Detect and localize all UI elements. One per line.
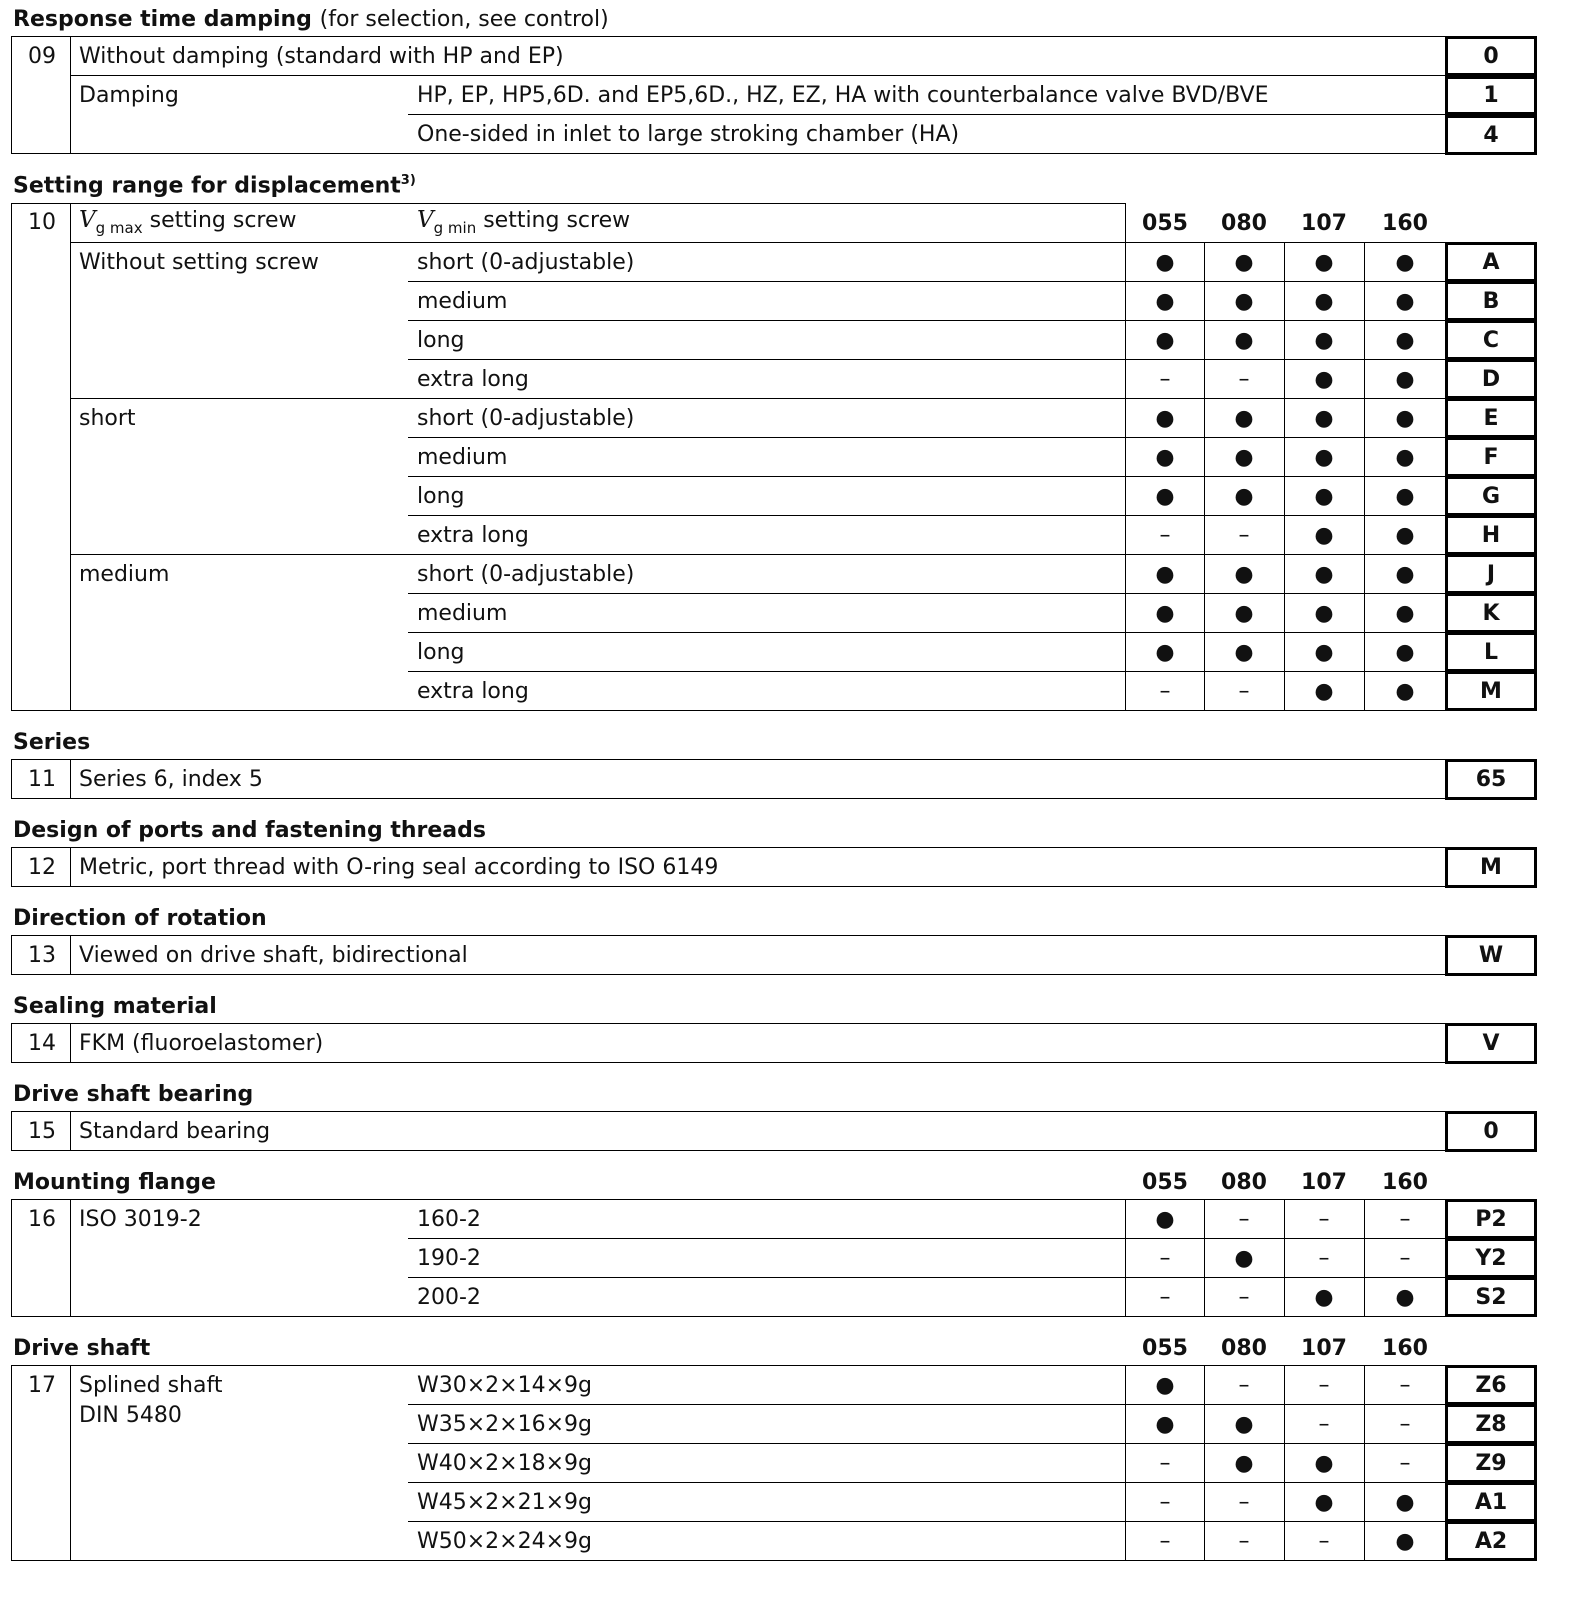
- available-dot: ●: [1395, 406, 1415, 431]
- row-number: 14: [28, 1031, 56, 1056]
- not-available-dash: –: [1399, 1412, 1411, 1437]
- option-text: FKM (fluoroelastomer): [79, 1031, 324, 1056]
- order-code-box[interactable]: A1: [1445, 1482, 1537, 1522]
- row-number: 13: [28, 943, 56, 968]
- available-dot: ●: [1155, 1412, 1175, 1437]
- option-text: W30×2×14×9g: [417, 1373, 593, 1398]
- order-code-box[interactable]: M: [1445, 671, 1537, 711]
- available-dot: ●: [1314, 445, 1334, 470]
- row-number: 15: [28, 1119, 56, 1144]
- available-dot: ●: [1234, 640, 1254, 665]
- option-text: Viewed on drive shaft, bidirectional: [79, 943, 468, 968]
- size-header: 080: [1221, 1170, 1267, 1195]
- available-dot: ●: [1395, 328, 1415, 353]
- not-available-dash: –: [1159, 523, 1171, 548]
- available-dot: ●: [1234, 289, 1254, 314]
- order-code-box[interactable]: Y2: [1445, 1238, 1537, 1278]
- size-header: 160: [1382, 211, 1428, 236]
- available-dot: ●: [1314, 250, 1334, 275]
- not-available-dash: –: [1399, 1451, 1411, 1476]
- section-heading-mounting-flange: Mounting flange: [13, 1170, 216, 1195]
- column-header-vg-max: $V_{g max}$ setting screw: [79, 207, 297, 237]
- not-available-dash: –: [1159, 1246, 1171, 1271]
- option-text: long: [417, 640, 465, 665]
- size-header: 055: [1142, 211, 1188, 236]
- option-text: W50×2×24×9g: [417, 1529, 593, 1554]
- order-code-box[interactable]: A: [1445, 242, 1537, 282]
- size-header: 080: [1221, 1336, 1267, 1361]
- order-code-box[interactable]: Z8: [1445, 1404, 1537, 1444]
- size-header: 107: [1301, 211, 1347, 236]
- size-header: 055: [1142, 1336, 1188, 1361]
- option-text: long: [417, 328, 465, 353]
- available-dot: ●: [1234, 445, 1254, 470]
- available-dot: ●: [1314, 523, 1334, 548]
- available-dot: ●: [1234, 1451, 1254, 1476]
- option-text: medium: [417, 445, 508, 470]
- not-available-dash: –: [1399, 1207, 1411, 1232]
- size-header: 107: [1301, 1170, 1347, 1195]
- section-heading-sealing: Sealing material: [13, 994, 217, 1019]
- available-dot: ●: [1314, 1490, 1334, 1515]
- available-dot: ●: [1234, 484, 1254, 509]
- available-dot: ●: [1234, 250, 1254, 275]
- available-dot: ●: [1234, 562, 1254, 587]
- group-label-line1: Splined shaft: [79, 1373, 223, 1398]
- available-dot: ●: [1395, 562, 1415, 587]
- available-dot: ●: [1395, 523, 1415, 548]
- order-code-box[interactable]: B: [1445, 281, 1537, 321]
- available-dot: ●: [1314, 406, 1334, 431]
- group-label: ISO 3019-2: [79, 1207, 202, 1232]
- order-code-box[interactable]: F: [1445, 437, 1537, 477]
- order-code-box[interactable]: M: [1445, 847, 1537, 888]
- available-dot: ●: [1155, 445, 1175, 470]
- available-dot: ●: [1395, 679, 1415, 704]
- group-label-line2: DIN 5480: [79, 1403, 182, 1428]
- option-text: W45×2×21×9g: [417, 1490, 593, 1515]
- available-dot: ●: [1314, 367, 1334, 392]
- not-available-dash: –: [1159, 1285, 1171, 1310]
- not-available-dash: –: [1399, 1246, 1411, 1271]
- option-text: long: [417, 484, 465, 509]
- order-code-box[interactable]: S2: [1445, 1277, 1537, 1317]
- available-dot: ●: [1395, 1529, 1415, 1554]
- option-text: short (0-adjustable): [417, 250, 635, 275]
- option-text: short (0-adjustable): [417, 406, 635, 431]
- not-available-dash: –: [1318, 1412, 1330, 1437]
- not-available-dash: –: [1318, 1373, 1330, 1398]
- available-dot: ●: [1314, 289, 1334, 314]
- order-code-box[interactable]: D: [1445, 359, 1537, 399]
- row-number: 11: [28, 767, 56, 792]
- row-number: 12: [28, 855, 56, 880]
- not-available-dash: –: [1399, 1373, 1411, 1398]
- available-dot: ●: [1395, 1285, 1415, 1310]
- option-text: W35×2×16×9g: [417, 1412, 593, 1437]
- option-text: Without damping (standard with HP and EP): [79, 44, 564, 69]
- option-text: extra long: [417, 679, 529, 704]
- available-dot: ●: [1155, 250, 1175, 275]
- size-header: 055: [1142, 1170, 1188, 1195]
- not-available-dash: –: [1238, 1529, 1250, 1554]
- available-dot: ●: [1395, 367, 1415, 392]
- option-text: HP, EP, HP5,6D. and EP5,6D., HZ, EZ, HA with counterbalance valve BVD/BVE: [417, 83, 1269, 108]
- option-text: 160-2: [417, 1207, 481, 1232]
- available-dot: ●: [1395, 445, 1415, 470]
- available-dot: ●: [1314, 328, 1334, 353]
- available-dot: ●: [1234, 328, 1254, 353]
- available-dot: ●: [1314, 1285, 1334, 1310]
- available-dot: ●: [1314, 640, 1334, 665]
- not-available-dash: –: [1238, 523, 1250, 548]
- option-text: medium: [417, 289, 508, 314]
- order-code-box[interactable]: V: [1445, 1023, 1537, 1064]
- not-available-dash: –: [1238, 679, 1250, 704]
- size-header: 160: [1382, 1336, 1428, 1361]
- available-dot: ●: [1155, 328, 1175, 353]
- not-available-dash: –: [1318, 1529, 1330, 1554]
- available-dot: ●: [1155, 1207, 1175, 1232]
- order-code-box[interactable]: C: [1445, 320, 1537, 360]
- order-code-box[interactable]: L: [1445, 632, 1537, 672]
- not-available-dash: –: [1159, 679, 1171, 704]
- row-number: 17: [28, 1373, 56, 1398]
- option-text: extra long: [417, 523, 529, 548]
- order-code-box[interactable]: J: [1445, 554, 1537, 594]
- section-heading-rotation: Direction of rotation: [13, 906, 267, 931]
- not-available-dash: –: [1159, 1490, 1171, 1515]
- column-header-vg-min: $V_{g min}$ setting screw: [417, 207, 631, 237]
- available-dot: ●: [1234, 406, 1254, 431]
- row-number: 16: [28, 1207, 56, 1232]
- group-label: medium: [79, 562, 170, 587]
- available-dot: ●: [1155, 640, 1175, 665]
- section-heading-ports: Design of ports and fastening threads: [13, 818, 486, 843]
- option-text: extra long: [417, 367, 529, 392]
- section-heading-drive-shaft: Drive shaft: [13, 1336, 151, 1361]
- order-code-box[interactable]: 0: [1445, 1111, 1537, 1152]
- order-code-box[interactable]: A2: [1445, 1521, 1537, 1561]
- not-available-dash: –: [1238, 1285, 1250, 1310]
- not-available-dash: –: [1238, 367, 1250, 392]
- order-code-box[interactable]: K: [1445, 593, 1537, 633]
- not-available-dash: –: [1238, 1207, 1250, 1232]
- not-available-dash: –: [1159, 1529, 1171, 1554]
- row-number: 09: [28, 44, 56, 69]
- not-available-dash: –: [1318, 1246, 1330, 1271]
- option-text: short (0-adjustable): [417, 562, 635, 587]
- group-label: short: [79, 406, 136, 431]
- available-dot: ●: [1314, 1451, 1334, 1476]
- group-label: Without setting screw: [79, 250, 319, 275]
- section-heading-series: Series: [13, 730, 91, 755]
- available-dot: ●: [1314, 679, 1334, 704]
- available-dot: ●: [1395, 289, 1415, 314]
- available-dot: ●: [1234, 1412, 1254, 1437]
- option-text: One-sided in inlet to large stroking chamber (HA): [417, 122, 960, 147]
- order-code-box[interactable]: W: [1445, 935, 1537, 976]
- option-text: W40×2×18×9g: [417, 1451, 593, 1476]
- order-code-box[interactable]: E: [1445, 398, 1537, 438]
- available-dot: ●: [1155, 1373, 1175, 1398]
- option-text: 190-2: [417, 1246, 481, 1271]
- available-dot: ●: [1234, 1246, 1254, 1271]
- option-text: Series 6, index 5: [79, 767, 263, 792]
- not-available-dash: –: [1318, 1207, 1330, 1232]
- option-text: 200-2: [417, 1285, 481, 1310]
- available-dot: ●: [1314, 562, 1334, 587]
- order-code-box[interactable]: Z9: [1445, 1443, 1537, 1483]
- option-text: Standard bearing: [79, 1119, 271, 1144]
- available-dot: ●: [1395, 484, 1415, 509]
- option-text: medium: [417, 601, 508, 626]
- available-dot: ●: [1395, 601, 1415, 626]
- row-number: 10: [28, 210, 56, 235]
- section-heading-setting-range: Setting range for displacement$^{3)}$: [13, 173, 416, 199]
- size-header: 160: [1382, 1170, 1428, 1195]
- order-code-box[interactable]: H: [1445, 515, 1537, 555]
- available-dot: ●: [1314, 601, 1334, 626]
- available-dot: ●: [1155, 289, 1175, 314]
- size-header: 080: [1221, 211, 1267, 236]
- not-available-dash: –: [1238, 1373, 1250, 1398]
- available-dot: ●: [1395, 640, 1415, 665]
- order-code-box[interactable]: G: [1445, 476, 1537, 516]
- order-code-box[interactable]: 4: [1445, 115, 1537, 155]
- not-available-dash: –: [1159, 367, 1171, 392]
- size-header: 107: [1301, 1336, 1347, 1361]
- order-code-box[interactable]: 65: [1445, 759, 1537, 800]
- group-label: Damping: [79, 83, 179, 108]
- order-code-box[interactable]: Z6: [1445, 1365, 1537, 1405]
- available-dot: ●: [1395, 1490, 1415, 1515]
- available-dot: ●: [1155, 406, 1175, 431]
- available-dot: ●: [1155, 484, 1175, 509]
- available-dot: ●: [1234, 601, 1254, 626]
- available-dot: ●: [1155, 562, 1175, 587]
- option-text: Metric, port thread with O-ring seal according to ISO 6149: [79, 855, 719, 880]
- order-code-box[interactable]: 1: [1445, 76, 1537, 115]
- available-dot: ●: [1314, 484, 1334, 509]
- available-dot: ●: [1395, 250, 1415, 275]
- not-available-dash: –: [1238, 1490, 1250, 1515]
- order-code-box[interactable]: 0: [1445, 36, 1537, 76]
- section-heading-response-damping: Response time damping (for selection, see control): [13, 7, 609, 32]
- available-dot: ●: [1155, 601, 1175, 626]
- order-code-box[interactable]: P2: [1445, 1199, 1537, 1239]
- not-available-dash: –: [1159, 1451, 1171, 1476]
- section-heading-bearing: Drive shaft bearing: [13, 1082, 254, 1107]
